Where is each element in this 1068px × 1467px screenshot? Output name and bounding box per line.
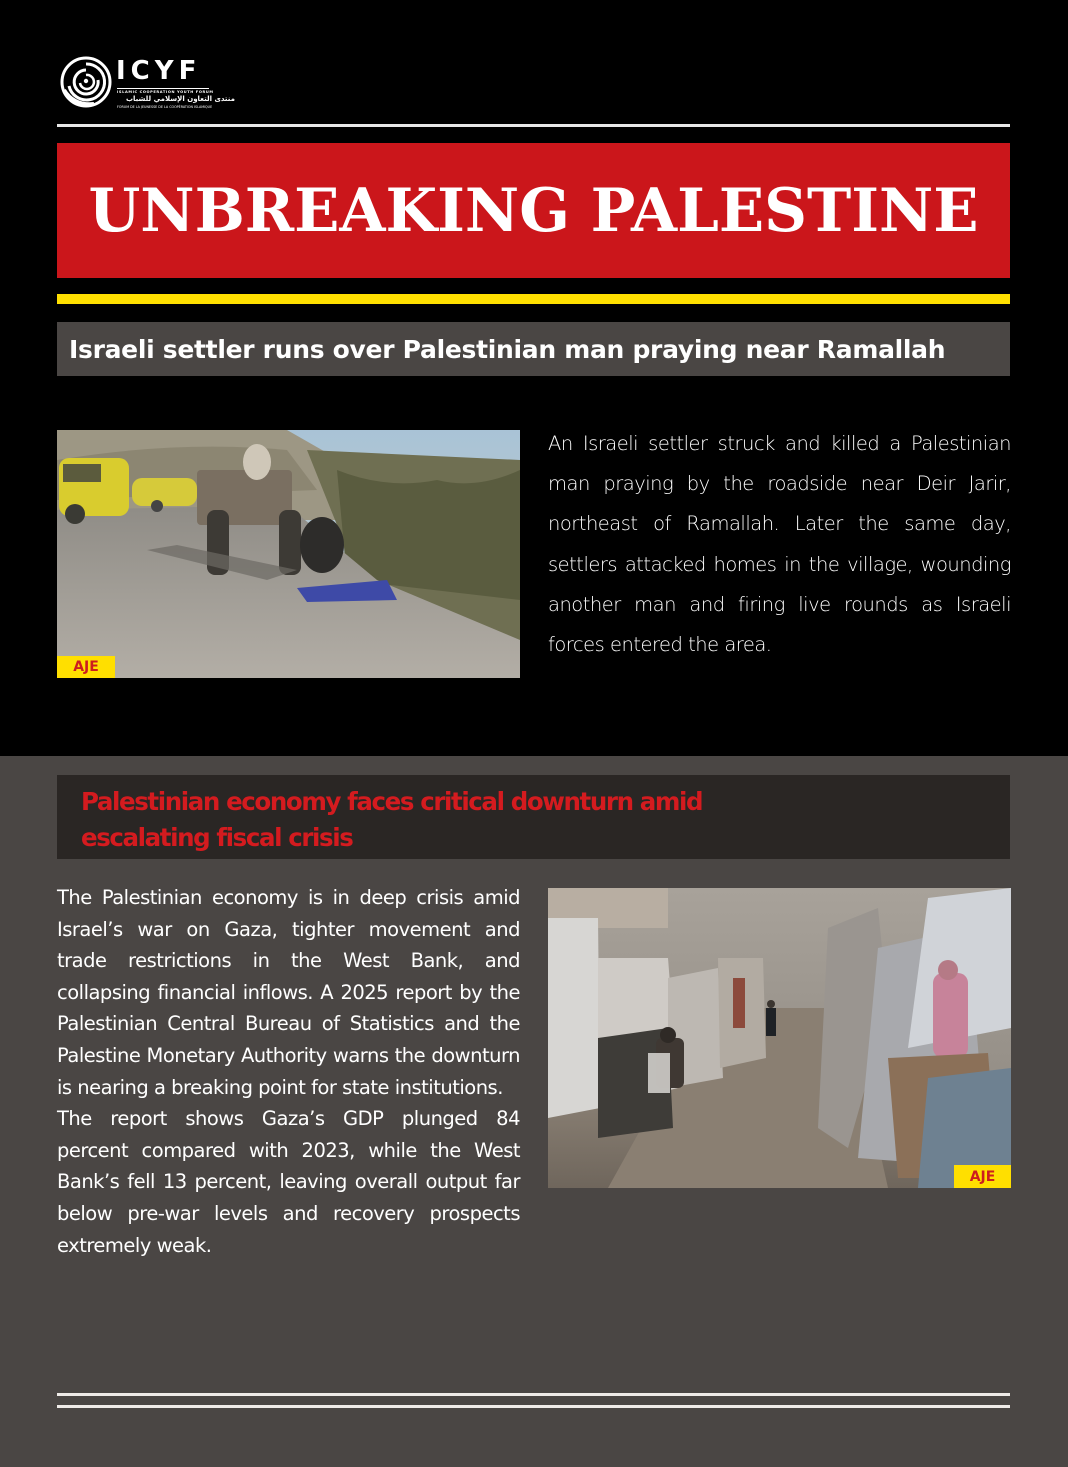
yellow-accent-bar bbox=[57, 294, 1010, 304]
top-divider bbox=[57, 124, 1010, 127]
icyf-logo bbox=[60, 56, 235, 112]
bottom-divider-upper bbox=[57, 1393, 1010, 1396]
story2-body bbox=[57, 882, 520, 1261]
logo-subtitle-english: ISLAMIC COOPERATION YOUTH FORUM bbox=[117, 90, 214, 94]
story2-photo-credit: AJE bbox=[954, 1165, 1011, 1188]
story1-photo-illustration bbox=[57, 430, 520, 678]
story1-headline: Israeli settler runs over Palestinian man praying near Ramallah bbox=[69, 334, 946, 364]
story1-headline-box bbox=[57, 322, 1010, 376]
page-title: UNBREAKING PALESTINE bbox=[88, 175, 979, 246]
logo-divider bbox=[117, 88, 209, 89]
story2-photo bbox=[548, 888, 1011, 1188]
story2-photo-illustration bbox=[548, 888, 1011, 1188]
title-banner bbox=[57, 143, 1010, 278]
story2-headline: Palestinian economy faces critical downturn amid escalating fiscal crisis bbox=[81, 787, 703, 852]
bottom-divider-lower bbox=[57, 1405, 1010, 1408]
story1-photo-credit: AJE bbox=[57, 656, 115, 678]
story2-headline-box bbox=[57, 775, 1010, 859]
logo-subtitle-french: FORUM DE LA JEUNESSE DE LA COOPÉRATION ISLAMIQUE bbox=[117, 105, 213, 109]
story2-paragraph: The report shows Gaza’s GDP plunged 84 percent compared with 2023, while the West Bank’s fell 13 percent, leaving overall output far below pre-war levels and recovery prospects extremely weak. bbox=[57, 1107, 520, 1257]
rose-spiral-logo-icon bbox=[60, 56, 112, 108]
logo-wordmark: ICYF bbox=[116, 56, 202, 86]
story1-photo bbox=[57, 430, 520, 678]
story1-body: An Israeli settler struck and killed a Palestinian man praying by the roadside near Deir Jarir, northeast of Ramallah. Later the same day, settlers attacked homes in the village, wounding another man and firing live rounds as Israeli forces entered the area. bbox=[548, 432, 1011, 657]
story2-paragraph: The Palestinian economy is in deep crisis amid Israel’s war on Gaza, tighter movement and trade restrictions in the West Bank, and collapsing financial inflows. A 2025 report by the Palestinian Central Bureau of Statistics and the Palestine Monetary Authority warns the downturn is nearing a breaking point for state institutions. bbox=[57, 886, 520, 1099]
logo-subtitle-arabic: منتدى التعاون الإسلامي للشباب bbox=[126, 95, 235, 103]
